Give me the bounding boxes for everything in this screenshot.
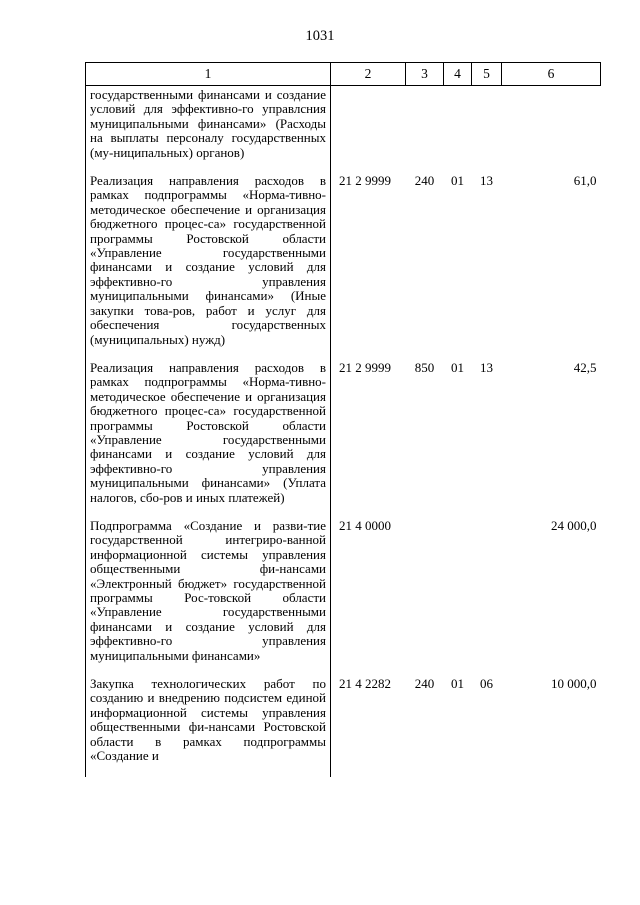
- row-description: государственными финансами и создание условий для эффективно-го управлсния муниципальными финансами» (Расходы на выплаты персоналу государственных (му-ниципальных) органов): [86, 86, 331, 175]
- row-section: 01: [451, 676, 464, 692]
- column-header-4: 4: [444, 63, 472, 86]
- row-expense-type: 240: [414, 173, 435, 189]
- row-target-code: 21 2 9999: [339, 173, 391, 189]
- row-description: Реализация направления расходов в рамках подпрограммы «Норма-тивно-методическое обеспечение и организация бюджетного процес-са» государственной программы Ростовской области «Управление государственными финансами и создание условий для эффективно-го управления муниципальными финансами» (Иные закупки това-ров, работ и услуг для обеспечения государственных (муниципальных) нужд): [86, 174, 331, 361]
- row-subsection: 13: [480, 359, 493, 375]
- row-description: Подпрограмма «Создание и разви-тие государственной интегриро-ванной информационной системы управления общественными фи-нансами «Электронный бюджет» государственной программы Рос-товской области «Управление государственными финансами и создание условий для эффективно-го управления муниципальными финансами»: [86, 519, 331, 677]
- row-target-code: 21 4 2282: [339, 676, 391, 692]
- header-row: [86, 63, 601, 86]
- row-expense-type: [406, 86, 444, 175]
- column-header-2: 2: [331, 63, 406, 86]
- row-expense-type: 850: [414, 359, 435, 375]
- row-amount: [502, 86, 601, 175]
- row-target-code: 21 4 0000: [339, 517, 391, 533]
- row-expense-type: 240: [414, 676, 435, 692]
- row-amount: 10 000,0: [551, 676, 597, 692]
- table-row: [86, 519, 601, 677]
- row-description: Реализация направления расходов в рамках подпрограммы «Норма-тивно-методическое обеспечение и организация бюджетного процес-са» государственной программы Ростовской области «Управление государственными финансами и создание условий для эффективно-го управления муниципальными финансами» (Уплата налогов, сбо-ров и иных платежей): [86, 361, 331, 519]
- column-header-5: 5: [472, 63, 502, 86]
- row-section: 01: [451, 359, 464, 375]
- row-target-code: 21 2 9999: [339, 359, 391, 375]
- table-row: [86, 86, 601, 175]
- budget-table: [85, 62, 601, 777]
- row-description: Закупка технологических работ по созданию и внедрению подсистем единой информационной системы управления общественными фи-нансами Ростовской области в рамках подпрограммы «Создание и: [86, 677, 331, 777]
- table-row: [86, 174, 601, 361]
- row-expense-type: [406, 519, 444, 677]
- row-subsection: [472, 519, 502, 677]
- row-amount: 24 000,0: [551, 517, 597, 533]
- row-target-code: [331, 86, 406, 175]
- row-subsection: [472, 86, 502, 175]
- row-section: [444, 86, 472, 175]
- row-section: [444, 519, 472, 677]
- table-row: [86, 677, 601, 777]
- column-header-6: 6: [502, 63, 601, 86]
- row-subsection: 06: [480, 676, 493, 692]
- column-header-3: 3: [406, 63, 444, 86]
- page-number: 1031: [305, 28, 335, 44]
- row-amount: 42,5: [573, 359, 597, 375]
- row-section: 01: [451, 173, 464, 189]
- table-row: [86, 361, 601, 519]
- row-amount: 61,0: [573, 173, 597, 189]
- row-subsection: 13: [480, 173, 493, 189]
- column-header-1: 1: [86, 63, 331, 86]
